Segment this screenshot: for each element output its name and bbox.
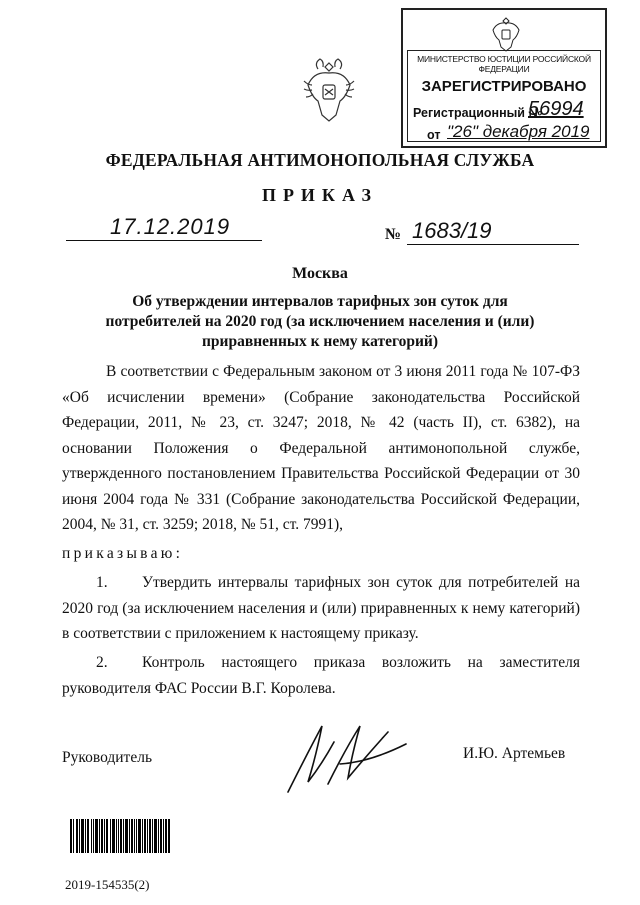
order-subject: Об утверждении интервалов тарифных зон суток для потребителей на 2020 год (за исключением населения и (или) приравненных к нему категорий) (105, 293, 535, 350)
stamp-status: ЗАРЕГИСТРИРОВАНО (421, 78, 587, 95)
command-word: приказываю: (62, 545, 184, 562)
stamp-emblem-icon (489, 14, 523, 52)
agency-name: ФЕДЕРАЛЬНАЯ АНТИМОНОПОЛЬНАЯ СЛУЖБА (105, 150, 535, 170)
stamp-date-value: "26" декабря 2019 (447, 122, 590, 141)
stamp-date-label: от (427, 128, 441, 142)
preamble-paragraph: В соответствии с Федеральным законом от 3 июня 2011 года № 107-ФЗ «Об исчислении времени» (Собрание законодательства Российской Федерации, 2011, № 23, ст. 3247; 2018, № 42 (часть II), ст. 6382), на основании Положения о Федеральной антимонопольной службе, утвержденного постановлением Правительства Российской Федерации от 30 июня 2004 года № 331 (Собрание законодательства Российской Федерации, 2004, № 31, ст. 3259; 2018, № 51, ст. 7991), (62, 363, 580, 533)
order-item-2 (62, 650, 580, 701)
item-number: 1. (96, 574, 108, 591)
signatory-name: И.Ю. Артемьев (463, 745, 566, 762)
document-code: 2019-154535(2) (65, 877, 150, 892)
item-number: 2. (96, 654, 108, 671)
stamp-ministry: МИНИСТЕРСТВО ЮСТИЦИИ РОССИЙСКОЙ ФЕДЕРАЦИИ (417, 54, 591, 74)
order-item-1 (62, 570, 580, 647)
date-underline (66, 240, 262, 241)
coat-of-arms-icon (300, 55, 358, 127)
item-text: Контроль настоящего приказа возложить на заместителя руководителя ФАС России В.Г. Королева. (62, 654, 580, 697)
stamp-number-label: Регистрационный № (413, 106, 543, 120)
number-underline (407, 244, 579, 245)
barcode (70, 819, 170, 853)
order-date: 17.12.2019 (110, 214, 231, 239)
document-type: ПРИКАЗ (261, 185, 379, 205)
order-number: 1683/19 (412, 218, 492, 243)
handwritten-signature (280, 714, 410, 804)
signatory-title: Руководитель (62, 749, 153, 766)
item-text: Утвердить интервалы тарифных зон суток для потребителей на 2020 год (за исключением населения и (или) приравненных к нему категорий) в соответствии с приложением к настоящему приказу. (62, 574, 580, 642)
stamp-number-value: 56994 (528, 98, 584, 120)
city: Москва (292, 265, 348, 282)
registration-stamp (401, 8, 607, 148)
order-number-label: № (385, 226, 402, 243)
